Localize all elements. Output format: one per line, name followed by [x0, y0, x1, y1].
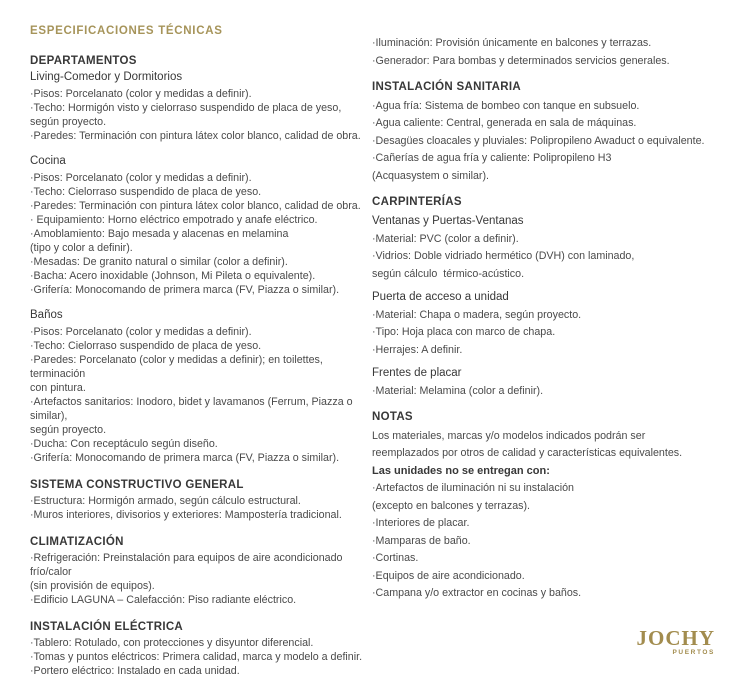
spec-line: Los materiales, marcas y/o modelos indicados podrán ser	[372, 429, 646, 442]
spec-line: ·Equipos de aire acondicionado.	[372, 569, 525, 582]
spec-line: ·Vidrios: Doble vidriado hermético (DVH) con laminado,	[372, 250, 635, 262]
section-heading: DEPARTAMENTOS	[30, 55, 137, 67]
logo-tagline: PUERTOS	[672, 649, 715, 656]
brand-logo	[637, 628, 716, 656]
spec-line: ·Tomas y puntos eléctricos: Primera calidad, marca y modelo a definir.	[30, 651, 363, 663]
spec-line: · Equipamiento: Horno eléctrico empotrado y anafe eléctrico.	[30, 214, 318, 226]
subsection-heading: Ventanas y Puertas-Ventanas	[372, 214, 524, 227]
spec-line: ·Material: PVC (color a definir).	[372, 232, 519, 245]
section-heading: CLIMATIZACIÓN	[30, 536, 124, 548]
spec-line: ·Portero eléctrico: Instalado en cada unidad.	[30, 665, 240, 677]
spec-line: ·Herrajes: A definir.	[372, 343, 463, 356]
spec-line: ·Bacha: Acero inoxidable (Johnson, Mi Pileta o equivalente).	[30, 270, 316, 282]
spec-line: ·Cañerías de agua fría y caliente: Polipropileno H3	[372, 152, 612, 164]
spec-line: ·Estructura: Hormigón armado, según cálculo estructural.	[30, 495, 301, 507]
right-column	[372, 36, 722, 604]
spec-line: ·Muros interiores, divisorios y exteriores: Mampostería tradicional.	[30, 509, 342, 521]
section-heading: NOTAS	[372, 410, 413, 423]
spec-line: ·Pisos: Porcelanato (color y medidas a definir).	[30, 172, 252, 184]
subsection-heading: Baños	[30, 309, 63, 321]
spec-line: ·Desagües cloacales y pluviales: Polipropileno Awaduct o equivalente.	[372, 134, 705, 147]
spec-line: ·Pisos: Porcelanato (color y medidas a definir).	[30, 88, 252, 100]
section-heading: CARPINTERÍAS	[372, 195, 462, 208]
page-title: ESPECIFICACIONES TÉCNICAS	[30, 25, 223, 37]
spec-line: ·Agua fría: Sistema de bombeo con tanque en subsuelo.	[372, 99, 640, 112]
spec-line: según proyecto.	[30, 424, 107, 436]
spec-line: ·Material: Melamina (color a definir).	[372, 384, 544, 397]
logo-wordmark: JOCHY	[636, 626, 715, 650]
spec-line: ·Cortinas.	[372, 552, 419, 564]
spec-line: ·Grifería: Monocomando de primera marca (FV, Piazza o similar).	[30, 452, 340, 464]
spec-line: ·Tablero: Rotulado, con protecciones y disyuntor diferencial.	[30, 637, 314, 649]
section-heading: INSTALACIÓN ELÉCTRICA	[30, 621, 184, 633]
spec-line: (Acquasystem o similar).	[372, 169, 489, 182]
spec-line: ·Techo: Cielorraso suspendido de placa de yeso.	[30, 340, 262, 352]
spec-line: ·Amoblamiento: Bajo mesada y alacenas en melamina	[30, 228, 289, 240]
spec-line: reemplazados por otros de calidad y características equivalentes.	[372, 447, 683, 459]
spec-line: ·Paredes: Porcelanato (color y medidas a definir); en toilettes, terminación	[30, 354, 326, 380]
spec-line: ·Pisos: Porcelanato (color y medidas a definir).	[30, 326, 252, 338]
left-column	[30, 24, 368, 678]
spec-line: ·Agua caliente: Central, generada en sala de máquinas.	[372, 117, 637, 129]
spec-line: ·Ducha: Con receptáculo según diseño.	[30, 438, 218, 450]
spec-line: ·Artefactos sanitarios: Inodoro, bidet y lavamanos (Ferrum, Piazza o similar),	[30, 396, 356, 422]
subsection-heading: Frentes de placar	[372, 366, 462, 379]
spec-line: ·Interiores de placar.	[372, 517, 470, 529]
spec-line: ·Paredes: Terminación con pintura látex color blanco, calidad de obra.	[30, 130, 361, 142]
spec-line: con pintura.	[30, 382, 86, 394]
subsection-heading: Cocina	[30, 155, 66, 167]
spec-line: ·Grifería: Monocomando de primera marca (FV, Piazza o similar).	[30, 284, 340, 296]
spec-line: según proyecto.	[30, 116, 107, 128]
section-heading: INSTALACIÓN SANITARIA	[372, 80, 521, 93]
subsection-heading: Living-Comedor y Dormitorios	[30, 71, 183, 83]
spec-line: ·Campana y/o extractor en cocinas y baños.	[372, 587, 582, 599]
spec-line: (sin provisión de equipos).	[30, 580, 155, 592]
spec-line: ·Artefactos de iluminación ni su instalación	[372, 482, 574, 494]
spec-line: ·Material: Chapa o madera, según proyecto.	[372, 308, 582, 321]
spec-line: ·Techo: Cielorraso suspendido de placa de yeso.	[30, 186, 262, 198]
spec-line: ·Techo: Hormigón visto y cielorraso suspendido de placa de yeso,	[30, 102, 342, 114]
spec-line: (tipo y color a definir).	[30, 242, 133, 254]
list-intro: Las unidades no se entregan con:	[372, 464, 550, 477]
spec-line: ·Tipo: Hoja placa con marco de chapa.	[372, 326, 556, 338]
spec-line: ·Generador: Para bombas y determinados servicios generales.	[372, 54, 670, 67]
spec-line: ·Paredes: Terminación con pintura látex color blanco, calidad de obra.	[30, 200, 361, 212]
spec-line: ·Refrigeración: Preinstalación para equipos de aire acondicionado frío/calor	[30, 552, 346, 578]
spec-line: según cálculo térmico-acústico.	[372, 267, 525, 280]
spec-line: ·Iluminación: Provisión únicamente en balcones y terrazas.	[372, 37, 652, 49]
spec-line: ·Edificio LAGUNA – Calefacción: Piso radiante eléctrico.	[30, 594, 297, 606]
spec-line: (excepto en balcones y terrazas).	[372, 499, 531, 512]
spec-line: ·Mesadas: De granito natural o similar (color a definir).	[30, 256, 288, 268]
subsection-heading: Puerta de acceso a unidad	[372, 290, 509, 303]
section-heading: SISTEMA CONSTRUCTIVO GENERAL	[30, 479, 244, 491]
spec-line: ·Mamparas de baño.	[372, 534, 471, 547]
